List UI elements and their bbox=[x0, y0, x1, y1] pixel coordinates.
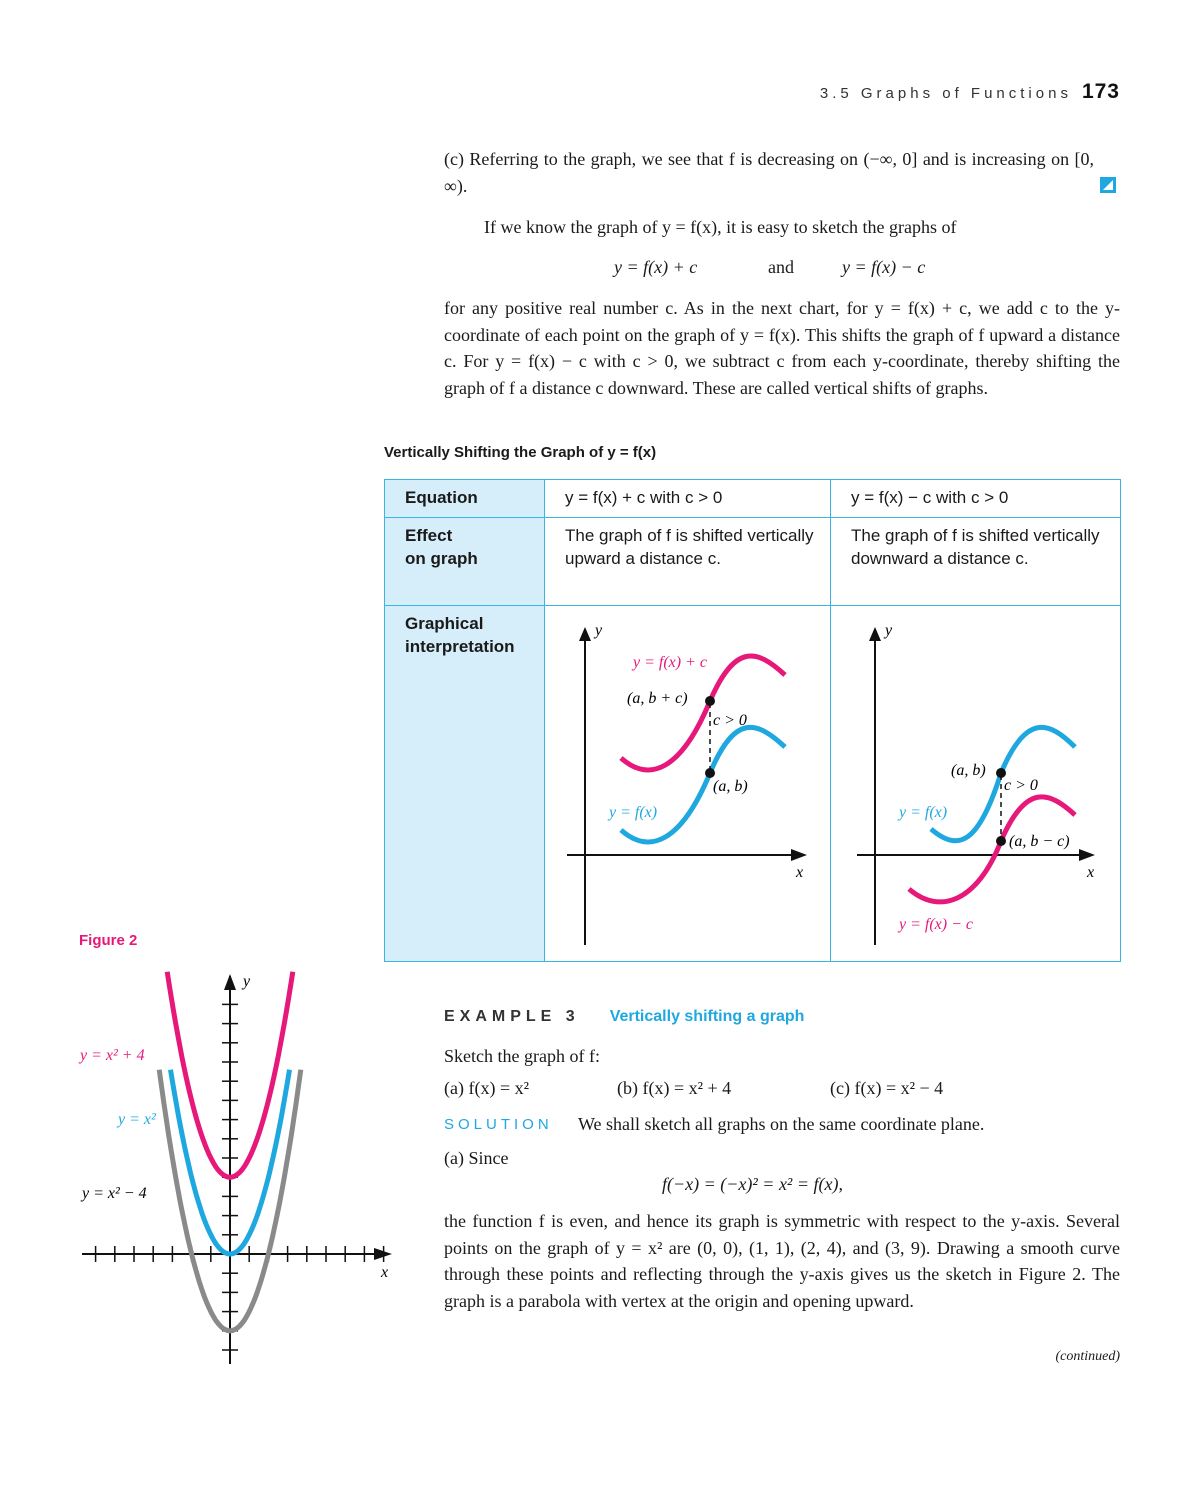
gap-label: c > 0 bbox=[1004, 777, 1038, 794]
y-axis-arrow bbox=[224, 974, 236, 990]
shifted-up-curve bbox=[621, 656, 785, 770]
solution-label: SOLUTION bbox=[444, 1116, 553, 1133]
page-number: 173 bbox=[1081, 80, 1120, 103]
base-curve bbox=[931, 727, 1075, 840]
example-body: the function f is even, and hence its graph is symmetric with respect to the y-axis. Several points on the graph of y = x² are (0, 0), (1, 1), (2, 4), and (3, 9). Drawing a smooth curve through these points and reflecting through the y-axis gives us the sketch in Figure 2. The graph is a parabola with vertex at the origin and opening upward. bbox=[444, 1211, 1120, 1311]
equation-up: y = f(x) + c with c > 0 bbox=[545, 480, 831, 518]
example-heading bbox=[444, 1008, 804, 1026]
example-title: Vertically shifting a graph bbox=[609, 1008, 805, 1025]
row-label-graphical-line2: interpretation bbox=[405, 637, 515, 656]
figure-label: Figure 2 bbox=[79, 932, 138, 949]
end-of-solution-icon bbox=[1100, 177, 1116, 193]
table-row bbox=[385, 480, 1121, 518]
y-axis-label: y bbox=[595, 622, 603, 639]
solution-text: We shall sketch all graphs on the same coordinate plane. bbox=[578, 1114, 985, 1134]
y-axis-label: y bbox=[885, 622, 893, 639]
gap-label: c > 0 bbox=[713, 712, 747, 729]
x-axis-arrow bbox=[1079, 849, 1095, 861]
since-equation: f(−x) = (−x)² = x² = f(x), bbox=[662, 1174, 843, 1194]
table-row bbox=[385, 518, 1121, 606]
point-shifted bbox=[996, 836, 1006, 846]
row-label-graphical-line1: Graphical bbox=[405, 614, 484, 633]
part-c-paragraph: (c) Referring to the graph, we see that f is decreasing on (−∞, 0] and is increasing on [0, ∞). bbox=[444, 149, 1094, 196]
point-top-label: (a, b + c) bbox=[627, 690, 688, 707]
example-part-b: (b) f(x) = x² + 4 bbox=[617, 1078, 732, 1098]
point-top-label: (a, b) bbox=[951, 762, 986, 779]
curve-top-label: y = x² + 4 bbox=[80, 1047, 145, 1064]
intro-line: If we know the graph of y = f(x), it is easy to sketch the graphs of bbox=[484, 217, 957, 237]
row-label-effect-line2: on graph bbox=[405, 549, 478, 568]
base-curve bbox=[621, 727, 785, 842]
curve-low-label: y = x² − 4 bbox=[82, 1185, 147, 1202]
effect-up: The graph of f is shifted vertically upward a distance c. bbox=[545, 518, 831, 606]
x-axis-label: x bbox=[1087, 864, 1095, 881]
display-eq-and: and bbox=[768, 257, 794, 277]
example-part-a: (a) f(x) = x² bbox=[444, 1078, 530, 1098]
curve-mid-label: y = x² bbox=[118, 1111, 156, 1128]
display-eq-left: y = f(x) + c bbox=[614, 257, 698, 277]
base-curve-label: y = f(x) bbox=[899, 804, 948, 821]
point-bottom-label: (a, b) bbox=[713, 778, 748, 795]
row-label-effect bbox=[385, 518, 545, 606]
row-label-graphical bbox=[385, 606, 545, 962]
running-head bbox=[820, 80, 1120, 104]
shifted-curve-label: y = f(x) − c bbox=[899, 916, 973, 933]
row-label-equation: Equation bbox=[385, 480, 545, 518]
x-axis-label: x bbox=[381, 1264, 389, 1281]
shifted-curve-label: y = f(x) + c bbox=[633, 654, 707, 671]
y-axis-label: y bbox=[243, 973, 251, 990]
example-label: EXAMPLE 3 bbox=[444, 1008, 580, 1025]
example-prompt: Sketch the graph of f: bbox=[444, 1046, 600, 1066]
base-curve-label: y = f(x) bbox=[609, 804, 658, 821]
row-label-effect-line1: Effect bbox=[405, 526, 453, 545]
display-eq-right: y = f(x) − c bbox=[842, 257, 926, 277]
y-axis-arrow bbox=[579, 627, 591, 641]
point-shifted bbox=[705, 696, 715, 706]
vertical-shifts-paragraph: for any positive real number c. As in the next chart, for y = f(x) + c, we add c to the y-coordinate of each point on the graph of y = f(x). This shifts the graph of f upward a distance c. For y = f(x) − c with c > 0, we subtract c from each y-coordinate, thereby shifting the graph of f a distance c downward. These are called vertical shifts of graphs. bbox=[444, 298, 1120, 398]
since-line: (a) Since bbox=[444, 1148, 509, 1168]
x-axis-label: x bbox=[796, 864, 804, 881]
graph-shift-up bbox=[545, 603, 831, 959]
effect-down: The graph of f is shifted vertically downward a distance c. bbox=[831, 518, 1121, 606]
graph-shift-down bbox=[831, 603, 1120, 959]
example-part-c: (c) f(x) = x² − 4 bbox=[830, 1078, 944, 1098]
y-axis-arrow bbox=[869, 627, 881, 641]
section-title: 3.5 Graphs of Functions bbox=[819, 85, 1072, 102]
point-base bbox=[705, 768, 715, 778]
chart-title: Vertically Shifting the Graph of y = f(x) bbox=[384, 444, 657, 461]
x-axis-arrow bbox=[791, 849, 807, 861]
equation-down: y = f(x) − c with c > 0 bbox=[831, 480, 1121, 518]
figure-2-graph bbox=[70, 962, 410, 1372]
point-bottom-label: (a, b − c) bbox=[1009, 833, 1070, 850]
continued-note: (continued) bbox=[1055, 1349, 1120, 1364]
